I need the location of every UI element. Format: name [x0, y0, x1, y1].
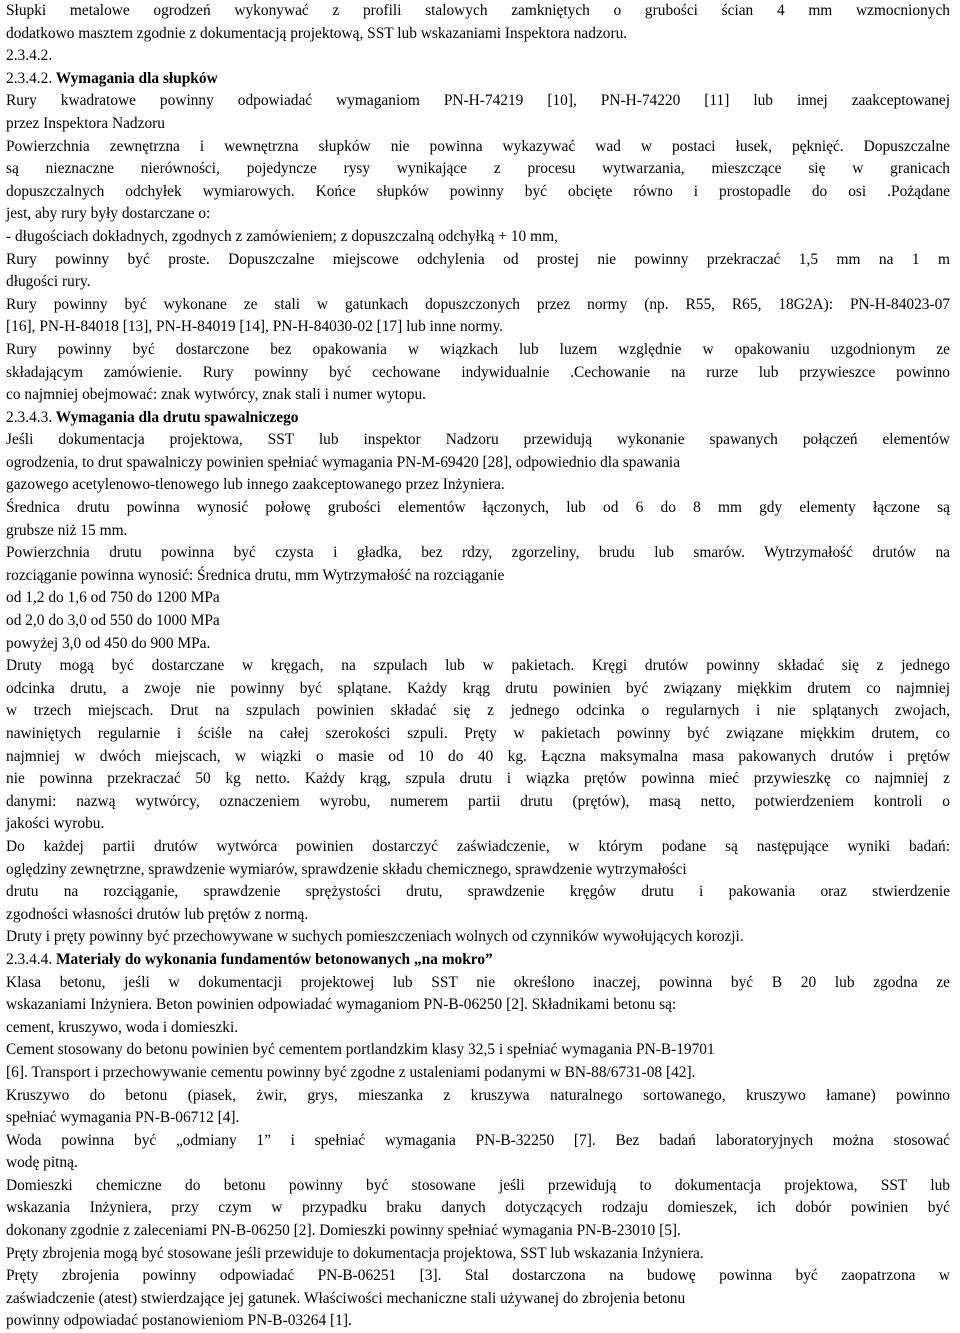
section-number: 2.3.4.2.: [6, 69, 53, 87]
text-line: oględziny zewnętrzne, sprawdzenie wymiarów, sprawdzenie składu chemicznego, sprawdzenie wytrzymałości: [6, 860, 687, 878]
text-line: Jeśli dokumentacja projektowa, SST lub inspektor Nadzoru przewidują wykonanie spawanych połączeń elementów: [6, 431, 950, 449]
text-line: wskazania Inżyniera, przy czym w przypadku braku danych dotyczących rodzaju domieszek, ich dobór powinien być: [6, 1199, 950, 1217]
text-line: od 2,0 do 3,0 od 550 do 1000 MPa: [6, 612, 220, 630]
text-line: od 1,2 do 1,6 od 750 do 1200 MPa: [6, 589, 220, 607]
text-line: zaświadczenie (atest) stwierdzające jej gatunek. Właściwości mechaniczne stali używanej do zbrojenia betonu: [6, 1289, 686, 1307]
section-number: 2.3.4.3.: [6, 408, 53, 426]
text-line: Rury powinny być proste. Dopuszczalne miejscowe odchylenia od prostej nie powinny przekraczać 1,5 mm na 1 m: [6, 250, 950, 268]
text-line: najmniej w dwóch miejscach, w wiązki o masie od 10 do 40 kg. Łączna maksymalna masa pakowanych drutów i prętów: [6, 747, 950, 765]
text-line: co najmniej obejmować: znak wytwórcy, znak stali i numer wytopu.: [6, 386, 426, 404]
section-heading: [6, 949, 950, 972]
text-line: jakości wyrobu.: [6, 815, 105, 833]
text-line: nawiniętych regularnie i ściśle na całej szerokości szpuli. Pręty w pakietach powinny być związane miękkim drutem, co: [6, 725, 950, 742]
text-line: Rury kwadratowe powinny odpowiadać wymaganiom PN-H-74219 [10], PN-H-74220 [11] lub innej zaakceptowanej: [6, 92, 950, 110]
text-line: [16], PN-H-84018 [13], PN-H-84019 [14], PN-H-84030-02 [17] lub inne normy.: [6, 318, 503, 336]
text-line: Średnica drutu powinna wynosić połowę grubości elementów łączonych, lub od 6 do 8 mm gdy elementy łączone są: [6, 499, 950, 517]
text-line: Kruszywo do betonu (piasek, żwir, grys, mieszanka z kruszywa naturalnego sortowanego, kruszywo łamane) powinno: [6, 1086, 950, 1104]
text-line: Cement stosowany do betonu powinien być cementem portlandzkim klasy 32,5 i spełniać wymagania PN-B-19701: [6, 1041, 715, 1059]
section-heading: [6, 407, 950, 430]
section-title: Materiały do wykonania fundamentów betonowanych „na mokro”: [56, 950, 493, 968]
text-line: Powierzchnia drutu powinna być czysta i gładka, bez rdzy, zgorzeliny, brudu lub smarów. Wytrzymałość drutów na: [6, 544, 950, 562]
text-line: Powierzchnia zewnętrzna i wewnętrzna słupków nie powinna wykazywać wad w postaci łusek, pęknięć. Dopuszczalne: [6, 137, 950, 155]
text-line: [6]. Transport i przechowywanie cementu powinny być zgodne z ustaleniami podanymi w BN-88/6731-08 [42].: [6, 1063, 696, 1081]
text-line: dodatkowo masztem zgodnie z dokumentacją projektową, SST lub wskazaniami Inspektora nadzoru.: [6, 24, 628, 42]
text-line: wodę pitną.: [6, 1154, 78, 1172]
text-line: Słupki metalowe ogrodzeń wykonywać z profili stalowych zamkniętych o grubości ścian 4 mm wzmocnionych: [6, 2, 950, 19]
text-line: składającym zamówienie. Rury powinny być cechowane indywidualnie .Cechowanie na rurze lub przywieszce powinno: [6, 363, 950, 381]
text-line: Druty mogą być dostarczane w kręgach, na szpulach lub w pakietach. Kręgi drutów powinny składać się z jednego: [6, 657, 950, 675]
text-line: danymi: nazwą wytwórcy, oznaczeniem wyrobu, numerem partii drutu (prętów), masą netto, potwierdzeniem kontroli o: [6, 792, 950, 810]
text-line: powyżej 3,0 od 450 do 900 MPa.: [6, 634, 211, 652]
text-line: Pręty zbrojenia mogą być stosowane jeśli przewiduje to dokumentacja projektowa, SST lub wskazania Inżyniera.: [6, 1244, 704, 1262]
section-title: Wymagania dla słupków: [55, 69, 218, 87]
text-line: w trzech miejscach. Drut na szpulach powinien składać się z jednego odcinka o regularnych i nie splątanych zwojach,: [6, 702, 950, 720]
text-line: 2.3.4.2.: [6, 47, 53, 65]
text-line: nie powinna przekraczać 50 kg netto. Każdy krąg, szpula drutu i wiązka prętów powinna mieć przywieszkę co najmniej z: [6, 770, 950, 788]
text-line: powinny odpowiadać postanowieniom PN-B-03264 [1].: [6, 1312, 352, 1330]
text-line: grubsze niż 15 mm.: [6, 521, 128, 539]
text-line: Pręty zbrojenia powinny odpowiadać PN-B-06251 [3]. Stal dostarczona na budowę powinna być zaopatrzona w: [6, 1267, 950, 1285]
section-heading: [6, 68, 950, 91]
text-line: spełniać wymagania PN-B-06712 [4].: [6, 1109, 240, 1127]
text-line: ogrodzenia, to drut spawalniczy powinien spełniać wymagania PN-M-69420 [28], odpowiednio dla spawania: [6, 453, 681, 471]
text-line: dokonany zgodnie z zaleceniami PN-B-06250 [2]. Domieszki powinny spełniać wymagania PN-B-23010 [5].: [6, 1222, 681, 1240]
text-line: Druty i pręty powinny być przechowywane w suchych pomieszczeniach wolnych od czynników wywołujących korozji.: [6, 928, 744, 946]
text-line: zgodności własności drutów lub prętów z normą.: [6, 905, 309, 923]
text-line: drutu na rozciąganie, sprawdzenie sprężystości drutu, sprawdzenie kręgów drutu i pakowania oraz stwierdzenie: [6, 883, 950, 901]
section-number: 2.3.4.4.: [6, 950, 53, 968]
text-line: są nieznaczne nierówności, pojedyncze rysy wynikające z procesu wytwarzania, mieszczące się w granicach: [6, 160, 950, 178]
text-line: Domieszki chemiczne do betonu powinny być stosowane jeśli przewidują to dokumentacja projektowa, SST lub: [6, 1176, 950, 1194]
text-line: rozciąganie powinna wynosić: Średnica drutu, mm Wytrzymałość na rozciąganie: [6, 566, 505, 584]
text-line: Rury powinny być dostarczone bez opakowania w wiązkach lub luzem względnie w opakowaniu uzgodnionym ze: [6, 340, 950, 358]
text-line: Klasa betonu, jeśli w dokumentacji projektowej lub SST nie określono inaczej, powinna być B 20 lub zgodna ze: [6, 973, 950, 991]
text-line: - długościach dokładnych, zgodnych z zamówieniem; z dopuszczalną odchyłką + 10 mm,: [6, 227, 558, 245]
section-title: Wymagania dla drutu spawalniczego: [55, 408, 299, 426]
text-line: długości rury.: [6, 273, 91, 291]
text-line: przez Inspektora Nadzoru: [6, 114, 165, 132]
text-line: Do każdej partii drutów wytwórca powinien dostarczyć zaświadczenie, w którym podane są następujące wyniki badań:: [6, 837, 950, 855]
text-line: odcinka drutu, a zwoje nie powinny być splątane. Każdy krąg drutu powinien być związany miękkim drutem co najmniej: [6, 679, 950, 697]
text-line: cement, kruszywo, woda i domieszki.: [6, 1018, 239, 1036]
text-line: gazowego acetylenowo-tlenowego lub innego zaakceptowanego przez Inżyniera.: [6, 476, 505, 494]
text-line: jest, aby rury były dostarczane o:: [6, 205, 211, 223]
text-line: Woda powinna być „odmiany 1” i spełniać wymagania PN-B-32250 [7]. Bez badań laboratoryjnych można stosować: [6, 1131, 950, 1149]
text-line: Rury powinny być wykonane ze stali w gatunkach dopuszczonych przez normy (np. R55, R65, 18G2A): PN-H-84023-07: [6, 295, 950, 313]
text-line: wskazaniami Inżyniera. Beton powinien odpowiadać wymaganiom PN-B-06250 [2]. Składnikami betonu są:: [6, 996, 677, 1014]
text-line: dopuszczalnych odchyłek wymiarowych. Końce słupków powinny być obcięte równo i prostopadle do osi .Pożądane: [6, 182, 950, 200]
